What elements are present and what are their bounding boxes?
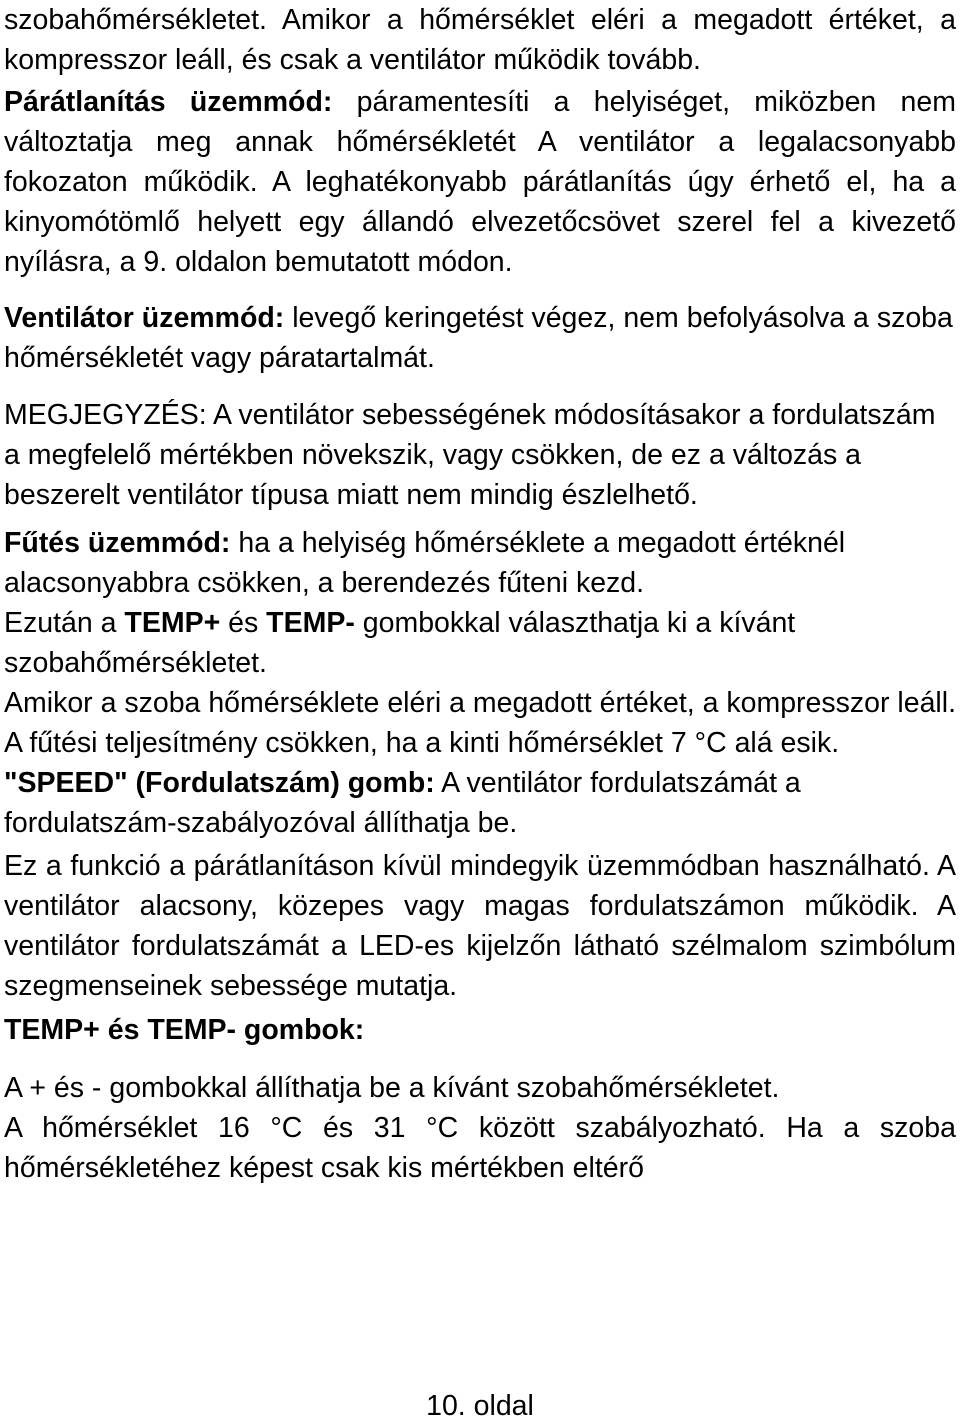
page-number: 10. oldal: [426, 1390, 534, 1422]
fan-mode-label: Ventilátor üzemmód:: [4, 302, 285, 334]
dehumidify-mode-label: Párátlanítás üzemmód:: [4, 86, 333, 118]
heating-mode-label: Fűtés üzemmód:: [4, 527, 231, 559]
paragraph-speed-button: [4, 763, 956, 843]
document-page: [4, 0, 956, 1188]
temp-buttons-label: TEMP+ és TEMP- gombok:: [4, 1014, 365, 1046]
paragraph-temp-range: A hőmérséklet 16 °C és 31 °C között szabályozható. Ha a szoba hőmérsékletéhez képest csak kis mértékben eltérő: [4, 1112, 956, 1184]
heating-mode-text: ha a helyiség hőmérséklete a megadott értéknél alacsonyabbra csökken, a berendezés fűteni kezd.: [4, 527, 846, 599]
paragraph-temp-select: [4, 603, 956, 683]
paragraph-heating-mode: [4, 523, 956, 603]
temp-select-text-2: és: [220, 607, 267, 639]
paragraph-fan-mode: [4, 298, 956, 378]
speed-button-label: "SPEED" (Fordulatszám) gomb:: [4, 767, 435, 799]
temp-select-text-3: gombokkal választhatja ki a kívánt szobahőmérsékletet.: [4, 607, 796, 679]
paragraph-heating-compressor: Amikor a szoba hőmérséklete eléri a megadott értéket, a kompresszor leáll. A fűtési teljesítmény csökken, ha a kinti hőmérséklet 7 °C alá esik.: [4, 687, 957, 759]
temp-select-text-1: Ezután a: [4, 607, 125, 639]
heading-temp-buttons: [4, 1010, 956, 1050]
paragraph-note: MEGJEGYZÉS: A ventilátor sebességének módosításakor a fordulatszám a megfelelő mértékben növekszik, vagy csökken, de ez a változás a beszerelt ventilátor típusa miatt nem mindig észlelhető.: [4, 399, 936, 511]
temp-plus-label: TEMP+: [124, 607, 221, 639]
paragraph-dehumidify-mode: [4, 82, 956, 282]
paragraph-speed-function: Ez a funkció a párátlanításon kívül mindegyik üzemmódban használható. A ventilátor alacsony, közepes vagy magas fordulatszámon működik. A ventilátor fordulatszámát a LED-es kijelzőn látható szélmalom szimbólum szegmenseinek sebessége mutatja.: [4, 850, 956, 1002]
paragraph-temp-buttons: A + és - gombokkal állíthatja be a kívánt szobahőmérsékletet.: [4, 1072, 780, 1104]
temp-minus-label: TEMP-: [266, 607, 355, 639]
speed-button-text: A ventilátor fordulatszámát a fordulatszám-szabályozóval állíthatja be.: [4, 767, 801, 839]
dehumidify-mode-text: páramentesíti a helyiséget, miközben nem változtatja meg annak hőmérsékletét A ventilátor a legalacsonyabb fokozaton működik. A leghatékonyabb párátlanítás úgy érhető el, ha a kinyomótömlő helyett egy állandó elvezetőcsövet szerel fel a kivezető nyílásra, a 9. oldalon bemutatott módon.: [4, 86, 957, 278]
fan-mode-text: levegő keringetést végez, nem befolyásolva a szoba hőmérsékletét vagy páratartalmát.: [4, 302, 953, 374]
paragraph-cooling-continued: szobahőmérsékletet. Amikor a hőmérséklet eléri a megadott értéket, a kompresszor leáll, és csak a ventilátor működik tovább.: [4, 4, 956, 76]
